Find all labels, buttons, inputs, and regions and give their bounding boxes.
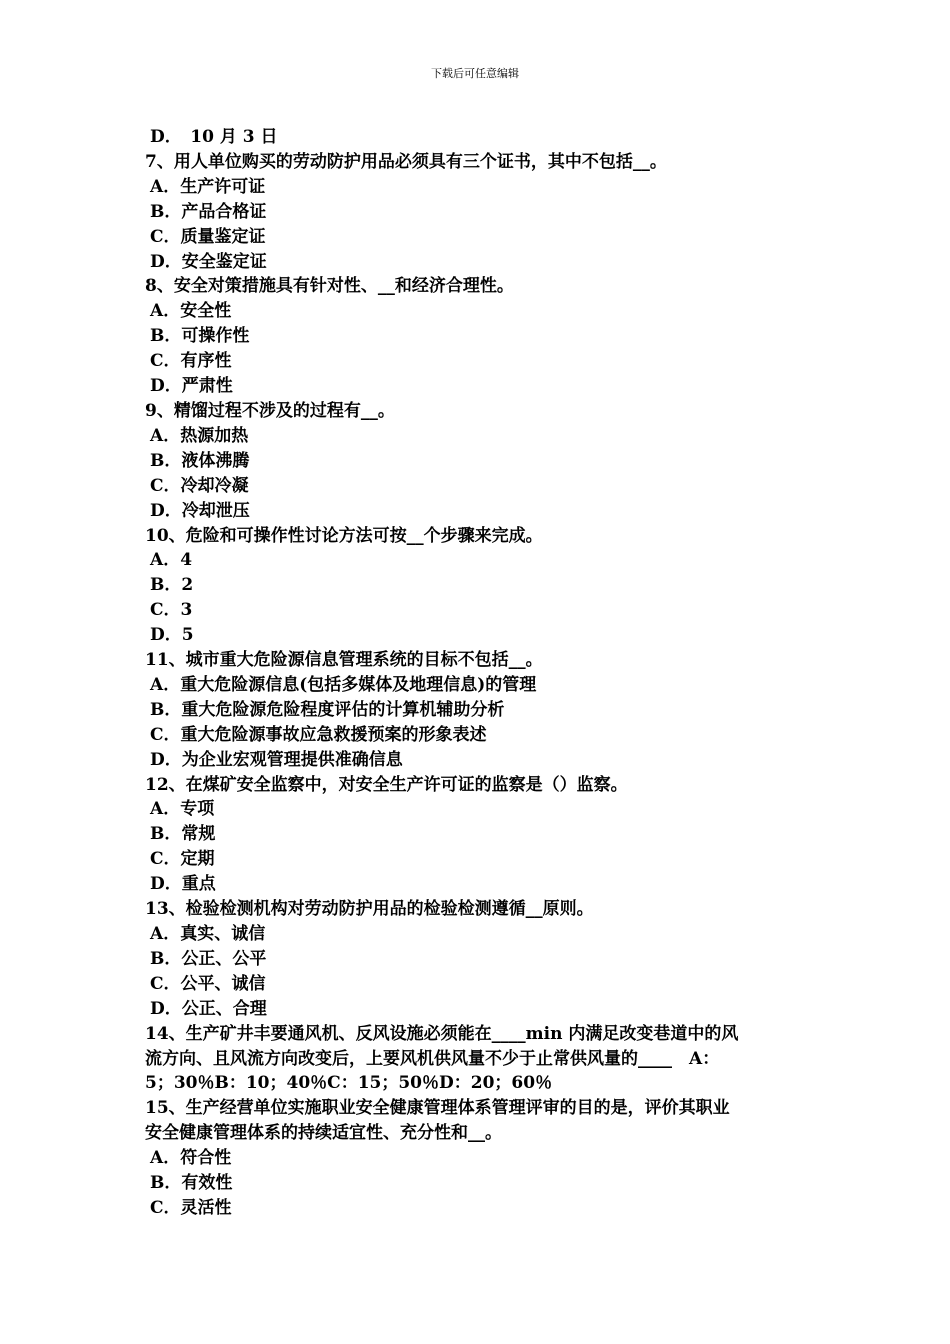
answer-option: D． 10 月 3 日 [150, 127, 278, 147]
answer-option: D．严肃性 [150, 376, 233, 397]
question-text: 流方向、且风流方向改变后，上要风机供风量不少于止常供风量的____ A： [145, 1048, 720, 1069]
answer-option: B．液体沸腾 [150, 450, 250, 471]
question-text: 10、危险和可操作性讨论方法可按__个步骤来完成。 [145, 525, 543, 546]
question-text: 12、在煤矿安全监察中，对安全生产许可证的监察是（）监察。 [145, 774, 628, 795]
answer-option: A．安全性 [150, 301, 232, 322]
answer-option: B．公正、公平 [150, 948, 267, 969]
answer-option: C．重大危险源事故应急救援预案的形象表述 [150, 724, 487, 745]
answer-option: A．重大危险源信息(包括多媒体及地理信息)的管理 [150, 674, 537, 695]
answer-option: A．热源加热 [150, 425, 249, 446]
question-text: 8、安全对策措施具有针对性、__和经济合理性。 [145, 276, 514, 297]
question-text: 11、城市重大危险源信息管理系统的目标不包括__。 [145, 650, 543, 671]
answer-option: A．4 [150, 550, 193, 571]
answer-option: D．公正、合理 [150, 998, 267, 1019]
answer-option: A．专项 [150, 799, 215, 820]
answer-option: D．重点 [150, 874, 216, 895]
answer-option: C．公平、诚信 [150, 973, 266, 994]
answer-option: B．常规 [150, 824, 216, 845]
question-text: 14、生产矿井丰要通风机、反风设施必须能在____min 内满足改变巷道中的风 [145, 1023, 739, 1044]
question-text: 15、生产经营单位实施职业安全健康管理体系管理评审的目的是，评价其职业 [145, 1098, 730, 1119]
question-text: 9、精馏过程不涉及的过程有__。 [145, 400, 395, 421]
answer-option: A．符合性 [150, 1148, 232, 1169]
answer-option: C．灵活性 [150, 1197, 232, 1218]
answer-option: B．可操作性 [150, 326, 250, 347]
page-header: 下载后可任意编辑 [431, 67, 519, 80]
answer-option: C．有序性 [150, 351, 232, 372]
answer-option: B．产品合格证 [150, 201, 267, 222]
answer-option: C．质量鉴定证 [150, 226, 266, 247]
question-text: 13、检验检测机构对劳动防护用品的检验检测遵循__原则。 [145, 899, 594, 920]
answer-option: A．真实、诚信 [150, 924, 266, 944]
question-text: 安全健康管理体系的持续适宜性、充分性和__。 [145, 1123, 502, 1144]
answer-option: C．3 [150, 600, 193, 621]
answer-option: D．冷却泄压 [150, 500, 250, 521]
answer-option: D．为企业宏观管理提供准确信息 [150, 749, 403, 770]
question-text: 7、用人单位购买的劳动防护用品必须具有三个证书，其中不包括__。 [145, 151, 667, 172]
answer-option: A．生产许可证 [150, 176, 266, 197]
answer-option: B．重大危险源危险程度评估的计算机辅助分析 [150, 699, 505, 720]
answer-option: D．安全鉴定证 [150, 251, 267, 272]
question-text: 5；30％B：10；40％C：15；50％D：20；60％ [145, 1073, 553, 1094]
answer-option: C．冷却冷凝 [150, 475, 249, 496]
answer-option: D．5 [150, 625, 194, 646]
document-body [145, 125, 810, 1221]
answer-option: B．有效性 [150, 1173, 233, 1194]
answer-option: B．2 [150, 575, 194, 596]
answer-option: C．定期 [150, 849, 215, 870]
